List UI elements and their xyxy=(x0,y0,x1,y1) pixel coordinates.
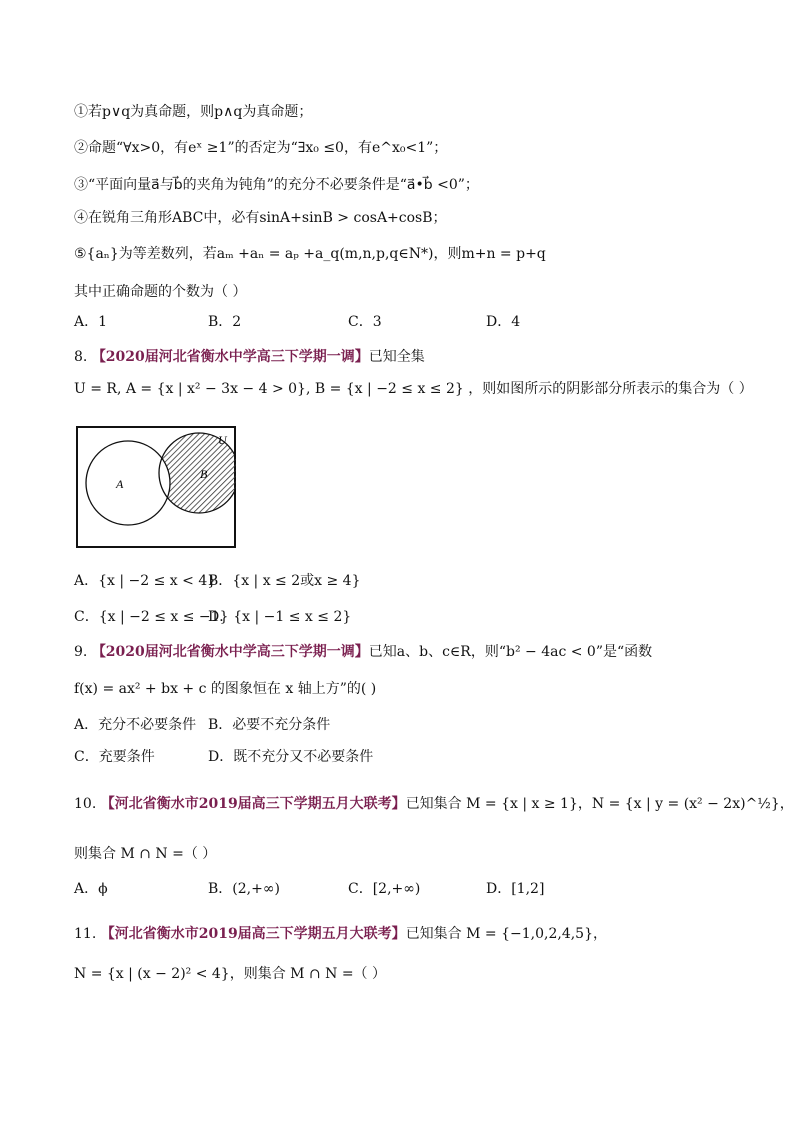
q10-option-b: B．(2,+∞) xyxy=(208,881,280,897)
q8-text2: U = R, A = {x | x² − 3x − 4 > 0}, B = {x | −2 ≤ x ≤ 2} ，则如图所示的阴影部分所表示的集合为（ ） xyxy=(74,381,753,397)
q11-source: 【河北省衡水市2019届高三下学期五月大联考】 xyxy=(100,926,406,942)
q10-option-c: C．[2,+∞) xyxy=(348,881,421,897)
q10-text1: 已知集合 M = {x | x ≥ 1}，N = {x | y = (x² − 2x)^½}， xyxy=(405,796,794,812)
q9-option-a: A．充分不必要条件 xyxy=(74,717,197,733)
q9-header xyxy=(74,643,652,661)
q10-source: 【河北省衡水市2019届高三下学期五月大联考】 xyxy=(100,796,406,812)
q11-header xyxy=(74,925,607,943)
q8-option-b: B．{x | x ≤ 2或x ≥ 4} xyxy=(208,573,361,589)
statement-4: ④在锐角三角形ABC中，必有sinA+sinB > cosA+cosB； xyxy=(74,210,447,226)
q7-option-b: B．2 xyxy=(208,314,242,330)
statement-2: ②命题“∀x>0，有eˣ ≥1”的否定为“∃x₀ ≤0，有e^x₀<1”； xyxy=(74,140,448,156)
q8-option-c: C．{x | −2 ≤ x ≤ −1} xyxy=(74,609,229,625)
q9-option-d: D．既不充分又不必要条件 xyxy=(208,749,374,765)
q9-text2: f(x) = ax² + bx + c 的图象恒在 x 轴上方”的( ) xyxy=(74,681,377,697)
q11-text2: N = {x | (x − 2)² < 4}，则集合 M ∩ N =（ ） xyxy=(74,966,387,982)
q7-option-c: C．3 xyxy=(348,314,382,330)
q11-number: 11. xyxy=(74,926,97,942)
q10-text2: 则集合 M ∩ N =（ ） xyxy=(74,846,217,862)
q7-option-a: A．1 xyxy=(74,314,108,330)
statement-1: ①若p∨q为真命题，则p∧q为真命题； xyxy=(74,104,313,120)
venn-label-u: U xyxy=(218,433,227,447)
venn-label-b: B xyxy=(200,467,208,481)
q9-number: 9. xyxy=(74,644,88,660)
q7-option-d: D．4 xyxy=(486,314,521,330)
q8-text1: 已知全集 xyxy=(368,349,425,365)
q7-stem: 其中正确命题的个数为（ ） xyxy=(74,284,247,300)
venn-label-a: A xyxy=(116,477,124,491)
q10-option-a: A．ϕ xyxy=(74,881,108,897)
q9-option-c: C．充要条件 xyxy=(74,749,155,765)
venn-circle-a xyxy=(86,441,170,525)
venn-diagram xyxy=(76,426,236,548)
q9-text1: 已知a、b、c∈R，则“b² − 4ac < 0”是“函数 xyxy=(368,644,653,660)
q11-text1: 已知集合 M = {−1,0,2,4,5}， xyxy=(405,926,607,942)
q10-number: 10. xyxy=(74,796,97,812)
q10-header xyxy=(74,795,794,813)
statement-5: ⑤{aₙ}为等差数列，若aₘ +aₙ = aₚ +a_q(m,n,p,q∈N*)，则m+n = p+q xyxy=(74,246,546,262)
q8-option-a: A．{x | −2 ≤ x < 4} xyxy=(74,573,217,589)
q9-option-b: B．必要不充分条件 xyxy=(208,717,331,733)
q8-number: 8. xyxy=(74,349,88,365)
q8-option-d: D．{x | −1 ≤ x ≤ 2} xyxy=(208,609,352,625)
q8-header xyxy=(74,348,425,366)
q10-option-d: D．[1,2] xyxy=(486,881,545,897)
q9-source: 【2020届河北省衡水中学高三下学期一调】 xyxy=(91,644,369,660)
statement-3: ③“平面向量a⃗与b⃗的夹角为钝角”的充分不必要条件是“a⃗•b⃗ <0”； xyxy=(74,177,479,193)
q8-source: 【2020届河北省衡水中学高三下学期一调】 xyxy=(91,349,369,365)
